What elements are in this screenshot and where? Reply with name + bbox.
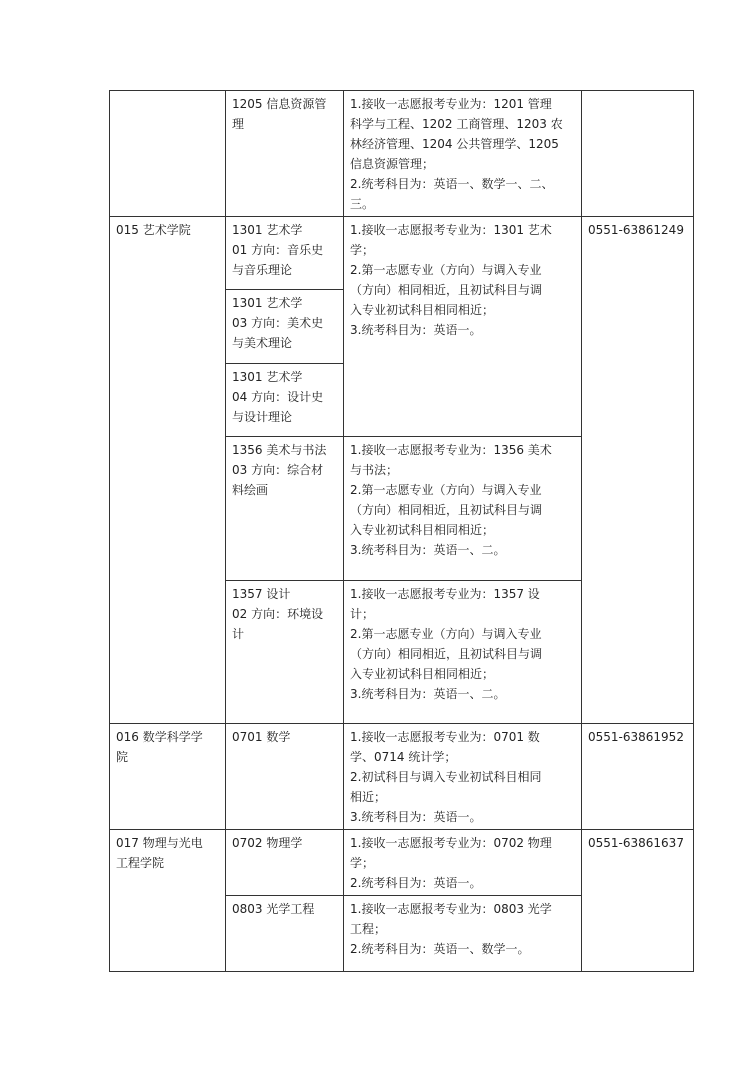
college-name-cell: 017 物理与光电 工程学院 xyxy=(110,830,226,972)
phone-cell: 0551-63861249 xyxy=(582,217,694,724)
major-cell: 1357 设计 02 方向：环境设 计 xyxy=(226,581,344,724)
major-cell: 0803 光学工程 xyxy=(226,896,344,972)
requirement-cell: 1.接收一志愿报考专业为：1201 管理 科学与工程、1202 工商管理、1203 农 林经济管理、1204 公共管理学、1205 信息资源管理； 2.统考科目为：英语一、数学一、二、 三。 xyxy=(344,91,582,217)
requirement-cell: 1.接收一志愿报考专业为：1357 设 计； 2.第一志愿专业（方向）与调入专业 （方向）相同相近，且初试科目与调 入专业初试科目相同相近； 3.统考科目为：英语一、二。 xyxy=(344,581,582,724)
table-row xyxy=(110,91,694,217)
table-row xyxy=(110,724,694,830)
requirement-cell: 1.接收一志愿报考专业为：0702 物理 学； 2.统考科目为：英语一。 xyxy=(344,830,582,896)
phone-cell: 0551-63861637 xyxy=(582,830,694,972)
college-name-cell: 015 艺术学院 xyxy=(110,217,226,724)
phone-cell: 0551-63861952 xyxy=(582,724,694,830)
major-cell: 1301 艺术学 01 方向：音乐史 与音乐理论 xyxy=(226,217,344,290)
admission-table xyxy=(109,90,694,972)
requirement-cell: 1.接收一志愿报考专业为：1301 艺术 学； 2.第一志愿专业（方向）与调入专业 （方向）相同相近，且初试科目与调 入专业初试科目相同相近； 3.统考科目为：英语一。 xyxy=(344,217,582,437)
table-row xyxy=(110,217,694,290)
major-cell: 0701 数学 xyxy=(226,724,344,830)
requirement-cell: 1.接收一志愿报考专业为：0701 数 学、0714 统计学； 2.初试科目与调入专业初试科目相同 相近； 3.统考科目为：英语一。 xyxy=(344,724,582,830)
requirement-cell: 1.接收一志愿报考专业为：1356 美术 与书法； 2.第一志愿专业（方向）与调入专业 （方向）相同相近，且初试科目与调 入专业初试科目相同相近； 3.统考科目为：英语一、二。 xyxy=(344,437,582,581)
major-cell: 1301 艺术学 03 方向：美术史 与美术理论 xyxy=(226,290,344,364)
major-cell: 1301 艺术学 04 方向：设计史 与设计理论 xyxy=(226,364,344,437)
major-cell: 0702 物理学 xyxy=(226,830,344,896)
college-name-cell: 016 数学科学学 院 xyxy=(110,724,226,830)
major-cell: 1356 美术与书法 03 方向：综合材 料绘画 xyxy=(226,437,344,581)
phone-cell xyxy=(582,91,694,217)
requirement-cell: 1.接收一志愿报考专业为：0803 光学 工程； 2.统考科目为：英语一、数学一。 xyxy=(344,896,582,972)
major-cell: 1205 信息资源管 理 xyxy=(226,91,344,217)
college-cell xyxy=(110,91,226,217)
table-row xyxy=(110,830,694,896)
